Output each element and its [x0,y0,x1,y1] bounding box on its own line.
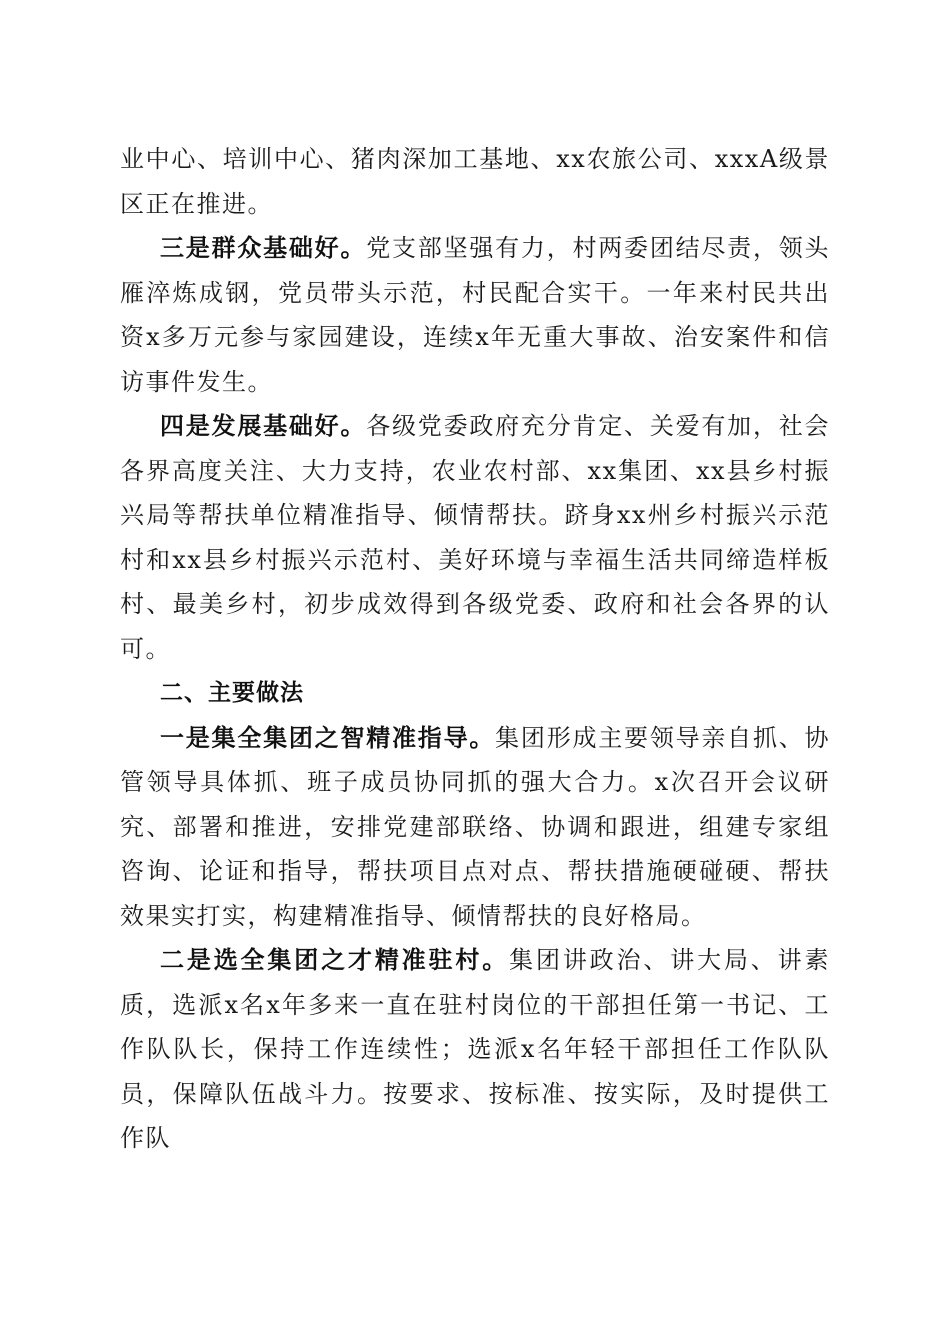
paragraph-text: 业中心、培训中心、猪肉深加工基地、xx农旅公司、xxxA级景区正在推进。 [120,145,830,218]
document-body [120,137,830,1161]
paragraph-text: 集团讲政治、讲大局、讲素质，选派x名x年多来一直在驻村岗位的干部担任第一书记、工作队队长，保持工作连续性；选派x名年轻干部担任工作队队员，保障队伍战斗力。按要求、按标准、按实际，及时提供工作队 [120,946,831,1152]
paragraph-guidance [120,716,830,939]
paragraph-lead: 一是集全集团之智精准指导。 [160,722,496,752]
paragraph-lead: 四是发展基础好。 [160,411,367,440]
paragraph-mass-foundation [120,226,830,404]
section-heading: 二、主要做法 [160,680,304,706]
paragraph-stationing [120,938,830,1161]
paragraph-lead: 三是群众基础好。 [160,233,367,262]
paragraph-text: 党支部坚强有力，村两委团结尽责，领头雁淬炼成钢，党员带头示范，村民配合实干。一年来村民共出资x多万元参与家园建设，连续x年无重大事故、治安案件和信访事件发生。 [120,234,831,396]
paragraph-text: 集团形成主要领导亲自抓、协管领导具体抓、班子成员协同抓的强大合力。x次召开会议研究、部署和推进，安排党建部联络、协调和跟进，组建专家组咨询、论证和指导，帮扶项目点对点、帮扶措施硬碰硬、帮扶效果实打实，构建精准指导、倾情帮扶的良好格局。 [120,723,830,930]
paragraph-lead: 二是选全集团之才精准驻村。 [160,945,510,974]
paragraph-development-foundation [120,404,830,671]
paragraph-continuation [120,137,830,226]
paragraph-text: 各级党委政府充分肯定、关爱有加，社会各界高度关注、大力支持，农业农村部、xx集团、xx县乡村振兴局等帮扶单位精准指导、倾情帮扶。跻身xx州乡村振兴示范村和xx县乡村振兴示范村、美好环境与幸福生活共同缔造样板村、最美乡村，初步成效得到各级党委、政府和社会各界的认可。 [120,412,831,663]
